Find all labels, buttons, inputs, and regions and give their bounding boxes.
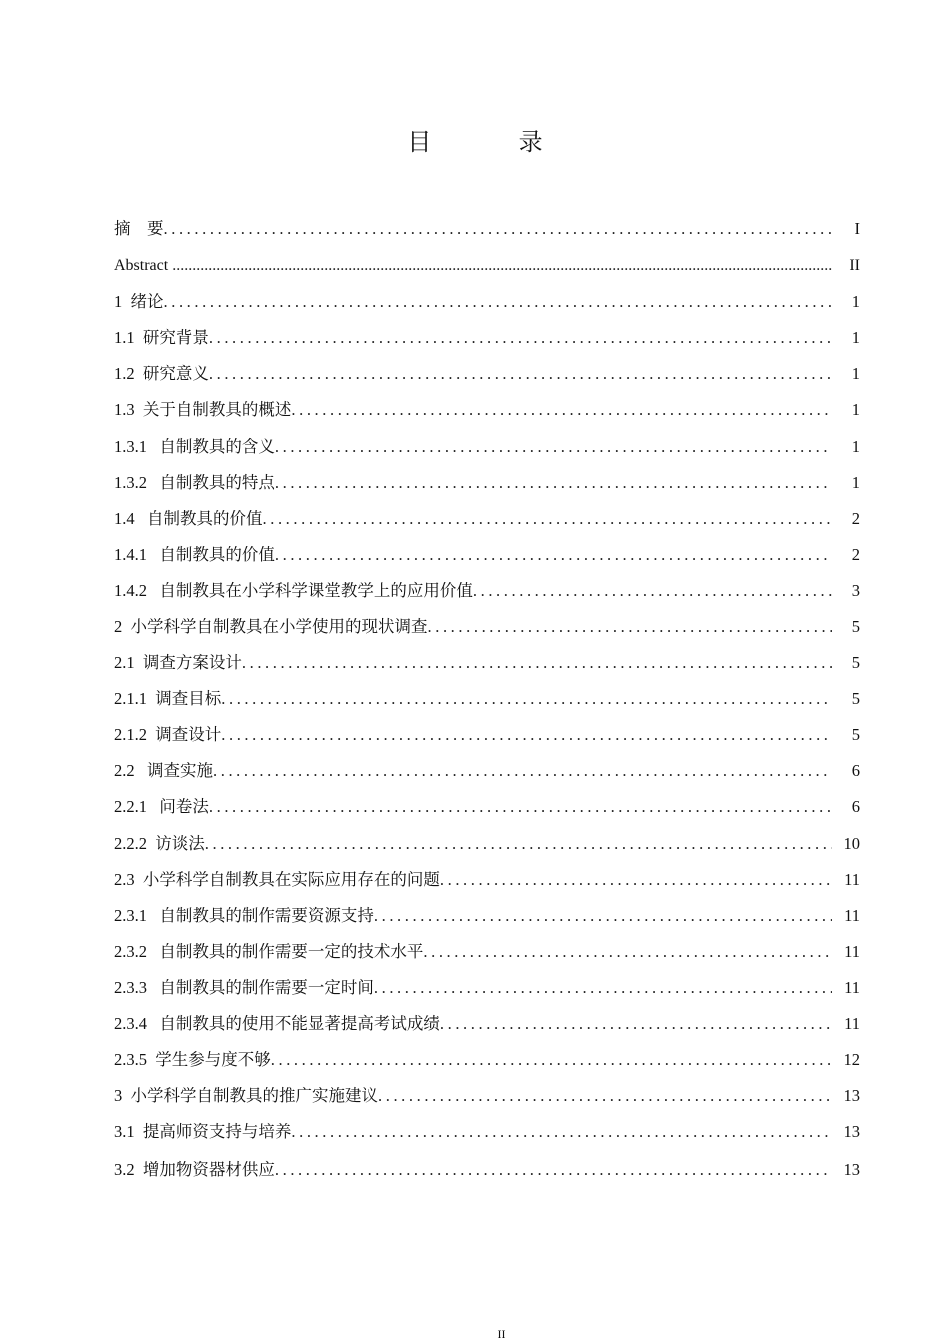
toc-leader <box>164 219 833 239</box>
toc-entry-page: 11 <box>844 977 860 997</box>
toc-entry-page: 1 <box>851 292 860 312</box>
toc-entry-label: 3.1 提高师资支持与培养 <box>114 1122 292 1142</box>
page-number-footer: II <box>497 1327 506 1341</box>
table-of-contents <box>114 210 860 1190</box>
toc-entry-page: 2 <box>851 544 860 564</box>
toc-leader <box>374 906 832 926</box>
toc-entry[interactable] <box>114 573 860 609</box>
toc-entry-page: 5 <box>851 689 860 709</box>
toc-leader <box>275 437 832 457</box>
toc-entry-label: 1.4.2 自制教具在小学科学课堂教学上的应用价值 <box>114 580 473 600</box>
toc-leader <box>378 1086 832 1106</box>
toc-entry-label: 1.4.1 自制教具的价值 <box>114 544 275 564</box>
toc-leader <box>440 1014 832 1034</box>
toc-entry-label: 1.3.2 自制教具的特点 <box>114 472 275 492</box>
toc-entry-page: 5 <box>851 725 860 745</box>
toc-entry-label: 2.3.1 自制教具的制作需要资源支持 <box>114 905 374 925</box>
toc-entry[interactable] <box>114 717 860 753</box>
toc-entry[interactable] <box>114 537 860 573</box>
toc-entry[interactable] <box>114 392 860 428</box>
toc-entry[interactable] <box>114 1114 860 1150</box>
toc-entry-page: 5 <box>851 653 860 673</box>
toc-leader <box>275 473 832 493</box>
toc-leader <box>263 509 833 529</box>
toc-leader <box>374 978 832 998</box>
toc-entry-label: 3 小学科学自制教具的推广实施建议 <box>114 1086 378 1106</box>
toc-entry-page: 5 <box>851 616 860 636</box>
toc-entry[interactable] <box>114 753 860 789</box>
toc-leader <box>164 292 833 312</box>
toc-entry-label: 2.2 调查实施 <box>114 761 213 781</box>
toc-entry-label: 1.2 研究意义 <box>114 364 209 384</box>
toc-entry-page: 13 <box>843 1086 860 1106</box>
toc-entry-page: 6 <box>851 761 860 781</box>
toc-entry-page: 13 <box>843 1160 860 1180</box>
toc-entry[interactable] <box>114 934 860 970</box>
toc-leader <box>213 761 832 781</box>
toc-entry-page: 6 <box>851 797 860 817</box>
toc-entry-page: 10 <box>843 833 860 853</box>
toc-entry[interactable] <box>114 898 860 934</box>
toc-entry[interactable] <box>114 465 860 501</box>
toc-leader <box>473 581 832 601</box>
toc-leader <box>209 364 832 384</box>
toc-leader <box>221 689 832 709</box>
toc-leader <box>221 725 832 745</box>
toc-entry-label: 2.2.2 访谈法 <box>114 833 205 853</box>
toc-leader <box>291 400 832 420</box>
page-title: 目 录 <box>407 128 567 156</box>
toc-entry-label: 2.2.1 问卷法 <box>114 797 209 817</box>
toc-entry-page: 1 <box>851 436 860 456</box>
toc-entry-page: II <box>849 257 860 275</box>
toc-entry[interactable] <box>114 789 860 825</box>
toc-entry[interactable] <box>114 428 860 464</box>
toc-entry-page: 11 <box>844 941 860 961</box>
toc-entry-page: I <box>854 219 860 238</box>
toc-entry-page: 11 <box>844 1014 860 1034</box>
toc-entry-label: 3.2 增加物资器材供应 <box>114 1160 275 1180</box>
toc-entry-label: 2.3.3 自制教具的制作需要一定时间 <box>114 977 374 997</box>
toc-entry-page: 1 <box>851 400 860 420</box>
toc-entry-label: 2.1.1 调查目标 <box>114 689 222 709</box>
toc-leader <box>209 797 832 817</box>
toc-entry[interactable] <box>114 609 860 645</box>
toc-leader <box>428 617 833 637</box>
toc-entry-label: 2.1.2 调查设计 <box>114 725 222 745</box>
toc-entry-label: 摘 要 <box>114 219 164 238</box>
toc-entry-page: 1 <box>851 364 860 384</box>
toc-entry-page: 12 <box>843 1050 860 1070</box>
toc-entry-label: 1.1 研究背景 <box>114 328 209 348</box>
toc-entry-label: 2.3.5 学生参与度不够 <box>114 1050 271 1070</box>
toc-entry-page: 3 <box>851 580 860 600</box>
toc-entry[interactable] <box>114 248 860 284</box>
toc-entry-label: 2.1 调查方案设计 <box>114 653 242 673</box>
toc-entry[interactable] <box>114 681 860 717</box>
toc-entry-label: 2.3 小学科学自制教具在实际应用存在的问题 <box>114 869 440 889</box>
toc-entry[interactable] <box>114 970 860 1006</box>
toc-entry-page: 11 <box>844 905 860 925</box>
toc-entry-label: 1.3 关于自制教具的概述 <box>114 400 292 420</box>
toc-entry[interactable] <box>114 862 860 898</box>
toc-leader <box>275 545 832 565</box>
toc-entry-page: 11 <box>844 869 860 889</box>
toc-leader <box>205 834 832 854</box>
toc-entry-label: 2 小学科学自制教具在小学使用的现状调查 <box>114 616 428 636</box>
toc-entry[interactable] <box>114 826 860 862</box>
toc-entry-page: 1 <box>851 472 860 492</box>
toc-entry-label: 2.3.2 自制教具的制作需要一定的技术水平 <box>114 941 424 961</box>
toc-leader <box>242 653 832 673</box>
toc-entry[interactable] <box>114 284 860 320</box>
toc-leader <box>440 870 832 890</box>
toc-entry[interactable] <box>114 1006 860 1042</box>
toc-entry-label: Abstract <box>114 257 173 275</box>
toc-entry-page: 13 <box>843 1122 860 1142</box>
toc-leader <box>423 942 832 962</box>
toc-entry[interactable] <box>114 645 860 681</box>
toc-leader <box>172 256 832 276</box>
toc-leader <box>275 1160 832 1180</box>
toc-entry[interactable] <box>114 1150 860 1190</box>
toc-entry-label: 1 绪论 <box>114 292 164 312</box>
toc-leader <box>209 328 832 348</box>
toc-entry[interactable] <box>114 320 860 356</box>
toc-entry-page: 1 <box>851 328 860 348</box>
toc-entry-label: 1.3.1 自制教具的含义 <box>114 436 275 456</box>
toc-entry[interactable] <box>114 356 860 392</box>
toc-entry[interactable] <box>114 210 860 248</box>
toc-entry[interactable] <box>114 1078 860 1114</box>
toc-leader <box>271 1050 832 1070</box>
toc-entry[interactable] <box>114 501 860 537</box>
toc-entry[interactable] <box>114 1042 860 1078</box>
toc-entry-page: 2 <box>851 508 860 528</box>
toc-leader <box>291 1122 832 1142</box>
toc-entry-label: 1.4 自制教具的价值 <box>114 508 263 528</box>
toc-entry-label: 2.3.4 自制教具的使用不能显著提高考试成绩 <box>114 1014 440 1034</box>
